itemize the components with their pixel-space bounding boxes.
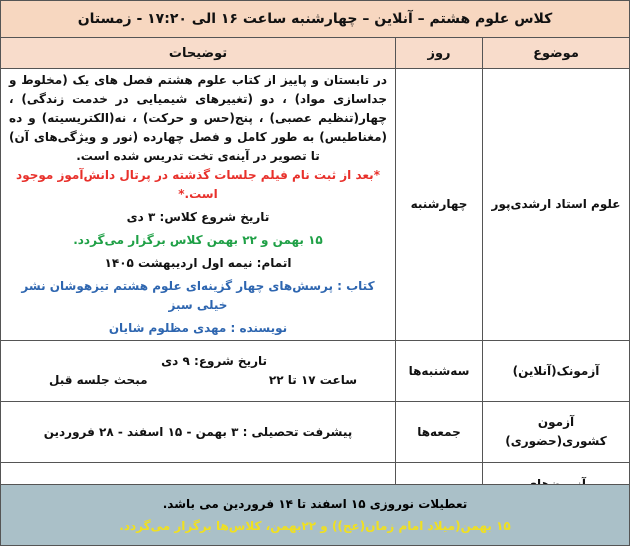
- holiday-note: ۱۵ بهمن و ۲۲ بهمن کلاس برگزار می‌گردد.: [73, 233, 323, 247]
- page-title: کلاس علوم هشتم – آنلاین – چهارشنبه ساعت ۱۶ الی ۱۷:۲۰ - زمستان: [1, 1, 629, 38]
- author-info: نویسنده : مهدی مظلوم شایان: [108, 321, 288, 335]
- table-row: [1, 69, 629, 341]
- start-date: تاریخ شروع کلاس: ۳ دی: [126, 210, 270, 224]
- table-row: [1, 402, 629, 463]
- online-day: سه‌شنبه‌ها: [396, 341, 483, 402]
- online-start: تاریخ شروع: ۹ دی: [161, 354, 267, 368]
- national-desc: پیشرفت تحصیلی : ۳ بهمن - ۱۵ اسفند - ۲۸ فروردین: [1, 402, 396, 463]
- main-desc-cell: [1, 69, 396, 341]
- online-scope: مبحث جلسه قبل: [49, 373, 148, 387]
- video-note: *بعد از ثبت نام فیلم جلسات گذشته در پرتال دانش‌آموز موجود است.*: [16, 168, 380, 201]
- online-details: [9, 371, 387, 390]
- national-day: جمعه‌ها: [396, 402, 483, 463]
- main-day: چهارشنبه: [396, 69, 483, 341]
- main-topic: علوم استاد ارشدی‌پور: [483, 69, 630, 341]
- main-desc-text: در تابستان و پاییز از کتاب علوم هشتم فصل های یک (مخلوط و جداسازی مواد) ، دو (تغییرهای شیمیایی در خدمت زندگی) ، چهار(تنظیم عصبی) ، پنج(حس و حرکت) ، نه(الکتریسیته) و ده (مغناطیس) به طور کامل و فصل چهارده (نور و ویژگی‌های آن) تا تصویر در آینه‌ی تخت تدریس شده است.: [9, 73, 387, 163]
- header-day: روز: [396, 38, 483, 69]
- online-time: ساعت ۱۷ تا ۲۲: [268, 373, 357, 387]
- online-desc-cell: [1, 341, 396, 402]
- table-row: [1, 341, 629, 402]
- footer-line-2: ۱۵ بهمن(میلاد امام زمان(عج)) و ۲۲بهمن، کلاس‌ها برگزار می‌گردد.: [119, 519, 511, 533]
- header-desc: توضیحات: [1, 38, 396, 69]
- footer-notice: [1, 484, 629, 545]
- end-date: اتمام: نیمه اول اردیبهشت ۱۴۰۵: [104, 256, 292, 270]
- online-topic: آزمونک(آنلاین): [483, 341, 630, 402]
- footer-line-1: تعطیلات نوروزی ۱۵ اسفند تا ۱۴ فروردین می باشد.: [162, 497, 468, 511]
- header-topic: موضوع: [483, 38, 630, 69]
- national-topic: آزمون کشوری(حضوری): [483, 402, 630, 463]
- schedule-table: [1, 38, 629, 526]
- header-row: [1, 38, 629, 69]
- book-info: کتاب : پرسش‌های چهار گزینه‌ای علوم هشتم تیزهوشان نشر خیلی سبز: [21, 279, 375, 312]
